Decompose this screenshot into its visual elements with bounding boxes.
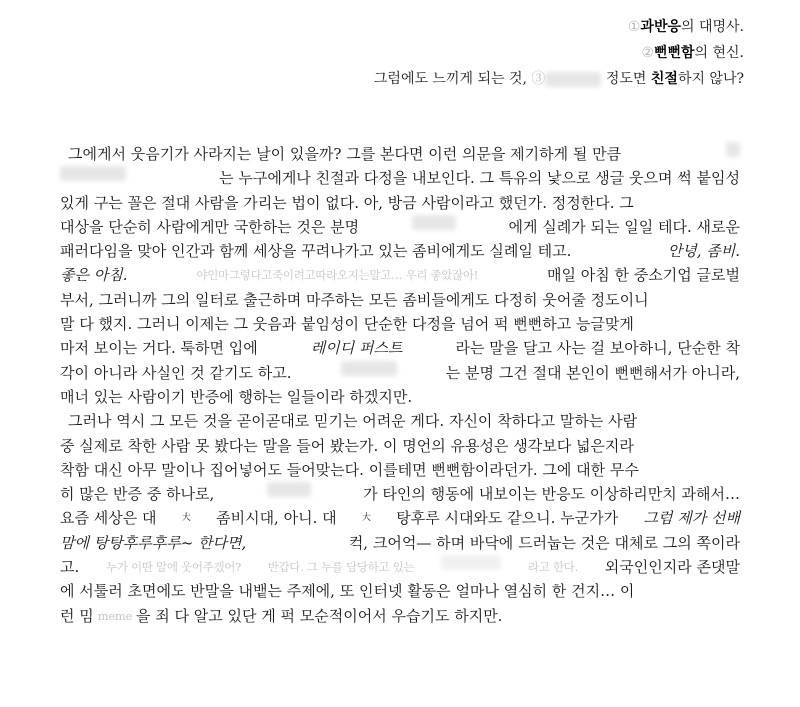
line-text: 을 죄 다 알고 있단 게 퍽 모순적이어서 우습기도 하지만. <box>135 606 503 625</box>
line-text: 에게 실례가 되는 일일 테다. 새로운 <box>508 217 740 236</box>
text-line <box>60 531 740 555</box>
text-line <box>60 336 740 360</box>
text-line <box>60 506 740 530</box>
text-line <box>60 555 740 579</box>
line-text: 에 서툴러 초면에도 반말을 내뱉는 주제에, 또 인터넷 활동은 얼마나 열심히 한 건지… 이 <box>60 582 635 601</box>
epigraph-line-1 <box>374 14 744 40</box>
line-text: 중 실제로 착한 사람 못 봤다는 말을 들어 봤는가. 이 명언의 유용성은 생각보다 넓은지라 <box>60 436 634 455</box>
redacted-name <box>412 215 456 230</box>
italic-dialogue: 좋은 아침. <box>60 266 128 285</box>
epigraph-line-2 <box>374 40 744 66</box>
line-text: 패러다임을 맞아 인간과 함께 세상을 꾸려나가고 있는 좀비에게도 실례일 테고. <box>60 242 572 261</box>
italic-dialogue: 레이디 퍼스트 <box>310 339 403 358</box>
faint-aside: 반갑다. 그 누를 담당하고 있는 <box>267 560 415 575</box>
epigraph-text: 의 대명사. <box>681 19 744 35</box>
redacted-name <box>441 555 501 570</box>
line-text: 는 분명 그건 절대 본인이 뻔뻔해서가 아니라, <box>445 363 740 382</box>
faint-aside: 라고 한다. <box>527 560 578 575</box>
line-text: 그러나 역시 그 모든 것을 곧이곧대로 믿기는 어려운 게다. 자신이 착하다고 말하는 사람 <box>68 412 638 431</box>
text-line <box>60 604 740 628</box>
faint-aside: 누가 이딴 말에 웃어주겠어? <box>106 560 241 575</box>
line-text: 라는 말을 달고 사는 걸 보아하니, 단순한 착 <box>455 339 740 358</box>
italic-dialogue: 안녕, 좀비. <box>667 242 740 261</box>
epigraph-text: 의 현신. <box>694 45 744 61</box>
text-line <box>60 434 740 458</box>
text-line <box>60 579 740 603</box>
line-text: 그에게서 웃음기가 사라지는 날이 있을까? 그를 본다면 이런 의문을 제기하게 될 만큼 <box>68 145 622 163</box>
line-text: 는 누구에게나 친절과 다정을 내보인다. 그 특유의 낯으로 생글 웃으며 썩 붙임성 <box>219 169 740 188</box>
redacted-name <box>726 142 740 157</box>
line-text: 컥, 크어억— 하며 바닥에 드러눕는 것은 대체로 그의 쪽이라 <box>348 533 740 552</box>
line-text: 말 다 했지. 그러니 이제는 그 웃음과 붙임성이 단순한 다정을 넘어 퍽 뻔뻔하고 능글맞게 <box>60 315 634 334</box>
line-text: 좀비시대, 아니. 대 <box>216 509 337 528</box>
epigraph-line-3 <box>374 66 744 92</box>
line-text: 히 많은 반증 중 하나로, <box>60 485 215 504</box>
text-line <box>60 361 740 385</box>
line-text: 요즘 세상은 대 <box>60 509 157 528</box>
epigraph-number: ③ <box>531 71 546 87</box>
line-text: 대상을 단순히 사람에게만 국한하는 것은 분명 <box>60 217 360 236</box>
line-text: 착함 대신 아무 말이나 집어넣어도 들어맞는다. 이를테면 뻔뻔함이라던가. 그에 대한 무수 <box>60 460 639 479</box>
body-text <box>60 142 740 628</box>
faint-aside: 야인마그렇다고죽이려고따라오지는말고… 우리 좋았잖아! <box>196 268 479 283</box>
text-line <box>60 409 740 433</box>
faint-aside: meme <box>97 608 132 623</box>
epigraph-number: ① <box>627 19 641 35</box>
line-text: 런 밈 <box>60 606 94 625</box>
epigraph-text: 하지 않나? <box>677 71 744 87</box>
hanja-mark: 大 <box>361 513 371 524</box>
text-line <box>60 482 740 506</box>
line-text: 있게 구는 꼴은 절대 사람을 가리는 법이 없다. 아, 방금 사람이라고 했던가. 정정한다. 그 <box>60 193 634 212</box>
text-line <box>60 385 740 409</box>
epigraph-keyword: 뻔뻔함 <box>653 45 695 61</box>
text-line <box>60 458 740 482</box>
italic-dialogue: 그럼 제가 선배 <box>643 509 740 528</box>
italic-dialogue: 맘에 탕탕후루후루~ 한다면, <box>60 533 247 552</box>
epigraph <box>374 14 744 92</box>
text-line <box>60 166 740 190</box>
line-text: 외국인인지라 존댓말 <box>604 558 740 577</box>
text-line <box>60 239 740 263</box>
text-line <box>60 288 740 312</box>
redacted-name <box>341 361 397 376</box>
text-line <box>60 215 740 239</box>
redacted-name <box>545 72 601 87</box>
epigraph-number: ② <box>641 45 654 61</box>
epigraph-keyword: 친절 <box>650 71 678 87</box>
line-text: 각이 아니라 사실인 것 같기도 하고. <box>60 363 292 382</box>
text-line <box>60 142 740 166</box>
epigraph-keyword: 과반응 <box>640 19 681 35</box>
line-text: 탕후루 시대와도 같으니. 누군가가 <box>396 509 619 528</box>
line-text: 매일 아침 한 중소기업 글로벌 <box>547 266 740 285</box>
redacted-name <box>267 482 311 497</box>
line-text: 매너 있는 사람이기 반증에 행하는 일들이라 하겠지만. <box>60 387 413 406</box>
line-text: 부서, 그러니까 그의 일터로 출근하며 마주하는 모든 좀비들에게도 다정히 웃어줄 정도이니 <box>60 290 649 309</box>
hanja-mark: 大 <box>181 513 191 524</box>
line-text: 고. <box>60 558 80 577</box>
line-text: 가 타인의 행동에 내보이는 반응도 이상하리만치 과해서… <box>363 485 740 504</box>
text-line <box>60 263 740 287</box>
epigraph-text: 정도면 <box>601 71 651 87</box>
text-line <box>60 191 740 215</box>
text-line <box>60 312 740 336</box>
line-text: 마저 보이는 거다. 툭하면 입에 <box>60 339 258 358</box>
epigraph-text: 그럼에도 느끼게 되는 것, <box>373 71 532 87</box>
redacted-name <box>60 166 126 181</box>
